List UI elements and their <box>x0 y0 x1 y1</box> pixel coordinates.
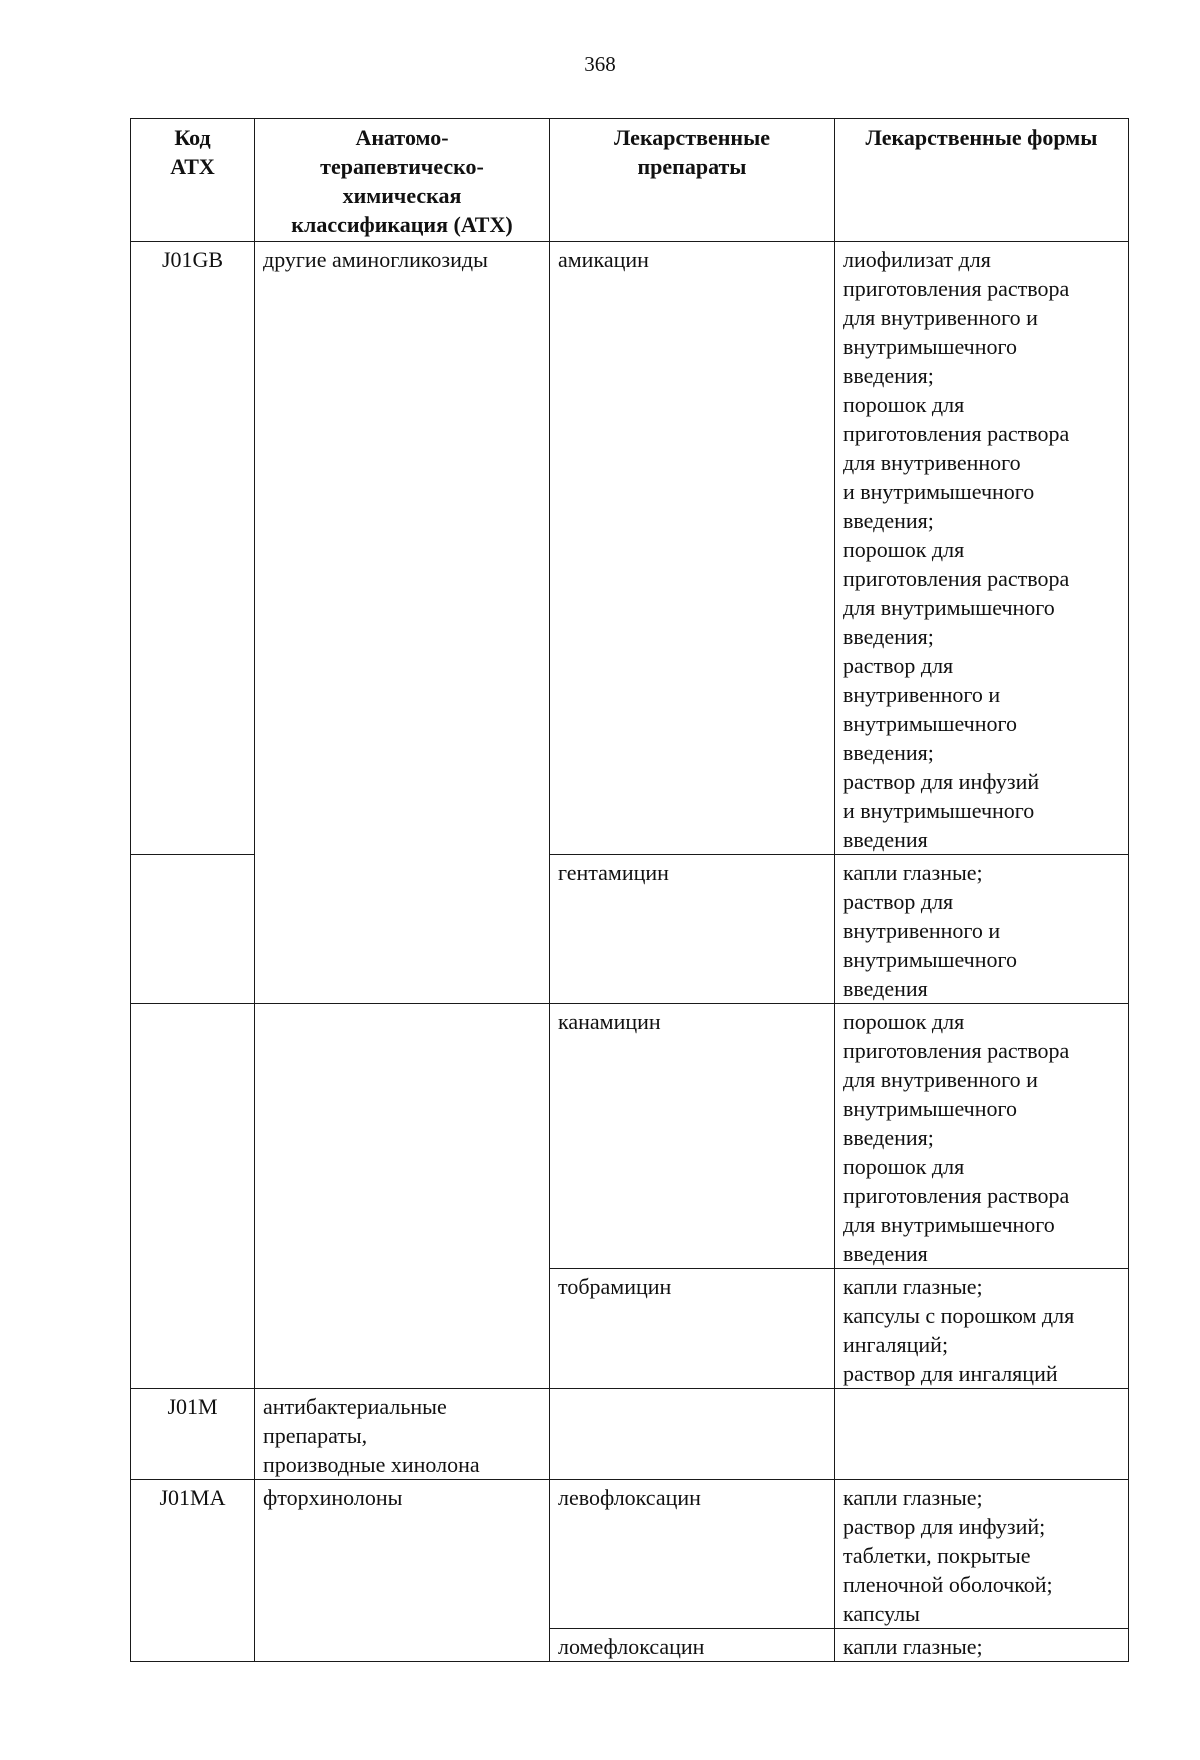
table-row <box>131 1629 1129 1662</box>
drug-cell: гентамицин <box>550 855 835 1004</box>
drug-cell: амикацин <box>550 242 835 855</box>
dosage-forms-cell: капли глазные; капсулы с порошком для ингаляций; раствор для ингаляций <box>835 1269 1129 1389</box>
drug-cell: тобрамицин <box>550 1269 835 1389</box>
atc-code-cell <box>131 855 255 1004</box>
dosage-forms-cell: порошок для приготовления раствора для внутривенного и внутримышечного введения; порошок для приготовления раствора для внутримышечного введения <box>835 1004 1129 1269</box>
classification-cell <box>255 855 550 1004</box>
table-row <box>131 855 1129 1004</box>
drug-cell: канамицин <box>550 1004 835 1269</box>
atc-code-cell <box>131 1004 255 1269</box>
page-number: 368 <box>584 52 616 76</box>
dosage-forms-cell <box>835 1389 1129 1480</box>
table-row <box>131 1004 1129 1269</box>
table-row <box>131 1480 1129 1629</box>
dosage-forms-cell: лиофилизат для приготовления раствора для внутривенного и внутримышечного введения; порошок для приготовления раствора для внутривенного и внутримышечного введения; порошок для приготовления раствора для внутримышечного введения; раствор для внутривенного и внутримышечного введения; раствор для инфузий и внутримышечного введения <box>835 242 1129 855</box>
header-dosage-forms: Лекарственные формы <box>835 119 1129 242</box>
table-row <box>131 1269 1129 1389</box>
dosage-forms-cell: капли глазные; раствор для внутривенного и внутримышечного введения <box>835 855 1129 1004</box>
classification-cell <box>255 1269 550 1389</box>
atc-code-cell <box>131 1269 255 1389</box>
drug-cell: ломефлоксацин <box>550 1629 835 1662</box>
classification-cell: фторхинолоны <box>255 1480 550 1629</box>
dosage-forms-cell: капли глазные; раствор для инфузий; таблетки, покрытые пленочной оболочкой; капсулы <box>835 1480 1129 1629</box>
atc-code-cell: J01MA <box>131 1480 255 1629</box>
table-row <box>131 242 1129 855</box>
classification-cell: другие аминогликозиды <box>255 242 550 855</box>
table-header-row <box>131 119 1129 242</box>
atc-table <box>130 118 1129 1662</box>
classification-cell: антибактериальные препараты, производные хинолона <box>255 1389 550 1480</box>
table-row <box>131 1389 1129 1480</box>
header-drugs: Лекарственные препараты <box>550 119 835 242</box>
atc-code-cell: J01M <box>131 1389 255 1480</box>
classification-cell <box>255 1004 550 1269</box>
header-atc-code: Код АТХ <box>131 119 255 242</box>
atc-table-container <box>130 118 1128 1662</box>
classification-cell <box>255 1629 550 1662</box>
dosage-forms-cell: капли глазные; <box>835 1629 1129 1662</box>
atc-code-cell <box>131 1629 255 1662</box>
header-atc-classification: Анатомо- терапевтическо- химическая классификация (АТХ) <box>255 119 550 242</box>
atc-code-cell: J01GB <box>131 242 255 855</box>
drug-cell <box>550 1389 835 1480</box>
drug-cell: левофлоксацин <box>550 1480 835 1629</box>
